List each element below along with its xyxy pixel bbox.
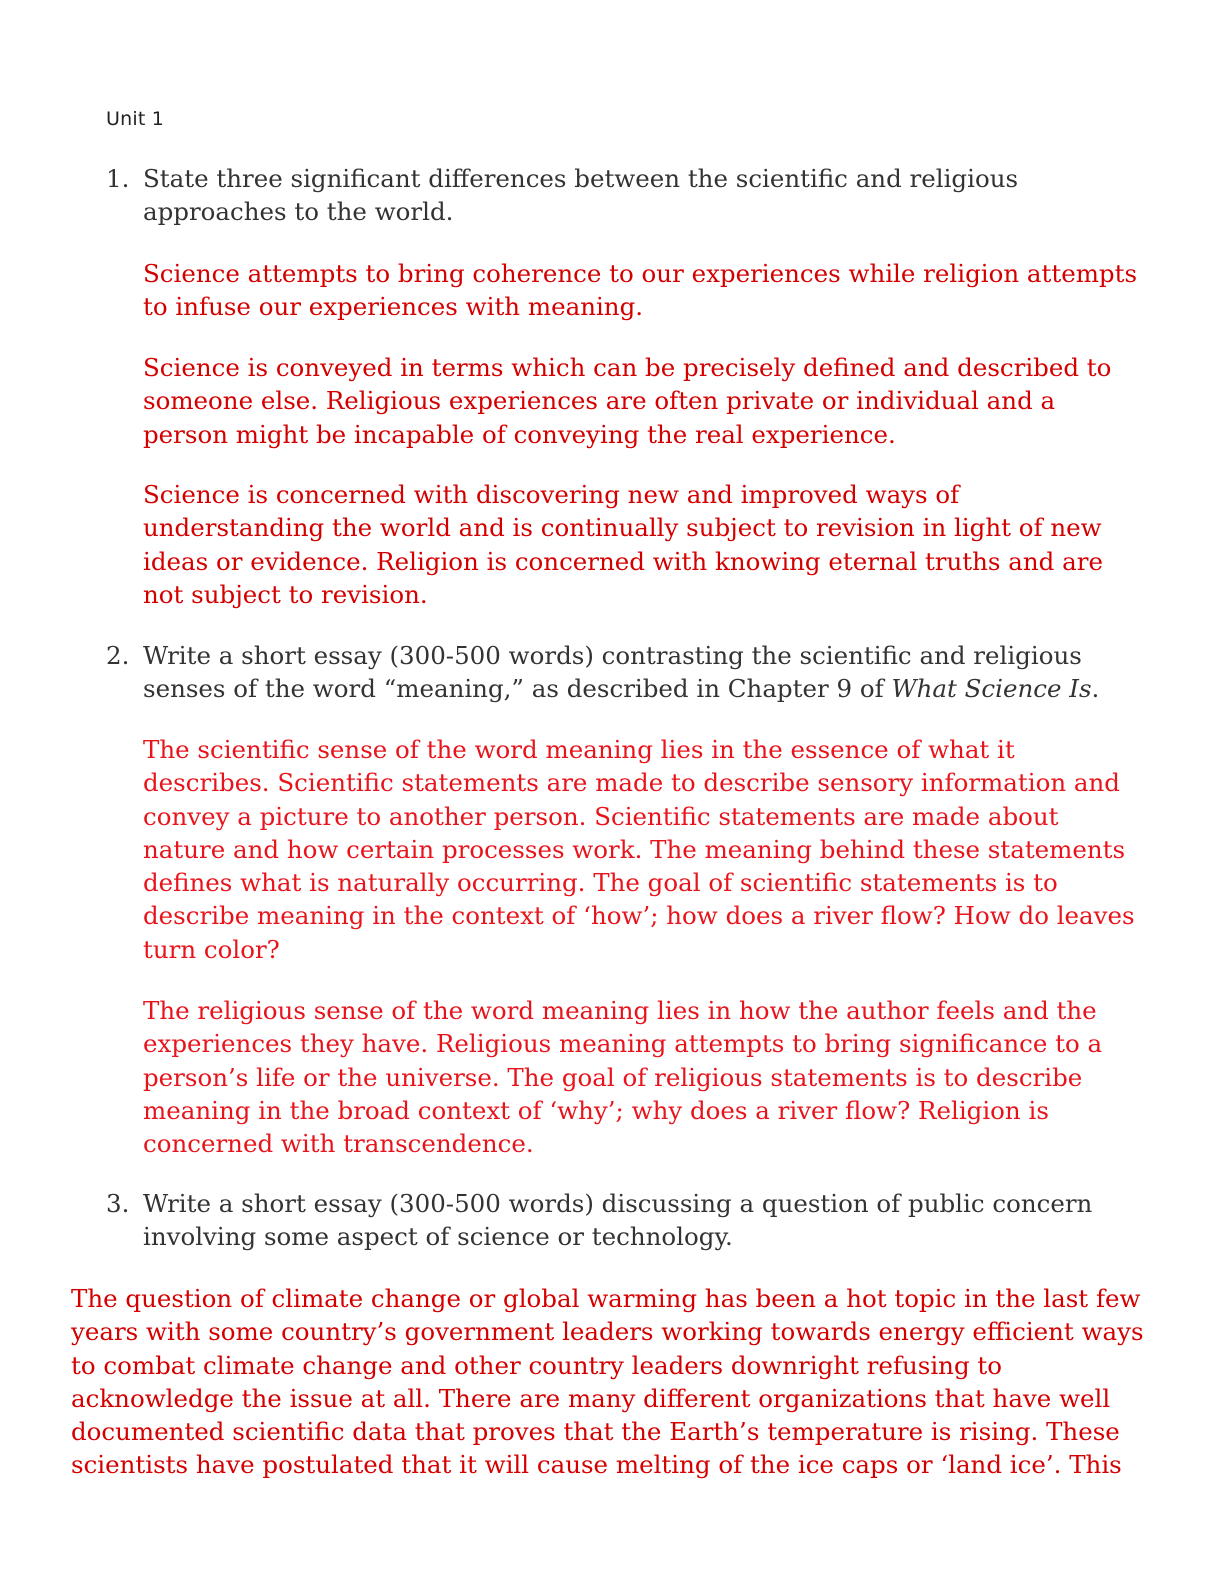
question-number: 2.	[106, 641, 130, 670]
question-text: Write a short essay (300-500 words) discussing a question of public concern involving some aspect of science or technology.	[143, 1189, 1093, 1252]
answer-paragraph: Science is concerned with discovering new and improved ways of understanding the world and is continually subject to revision in light of new ideas or evidence. Religion is concerned with knowing eternal truths and are not subject to revision.	[143, 480, 1103, 609]
question-text	[143, 639, 1143, 706]
question-number: 1.	[106, 164, 130, 193]
answer-paragraph: The scientific sense of the word meaning lies in the essence of what it describes. Scientific statements are made to describe sensory information and convey a picture to another person. Scientific statements are made about nature and how certain processes work. The meaning behind these statements defines what is naturally occurring. The goal of scientific statements is to describe meaning in the context of ‘how’; how does a river flow? How do leaves turn color?	[143, 735, 1135, 964]
question-text: State three significant differences between the scientific and religious approaches to the world.	[143, 164, 1019, 227]
unit-title: Unit 1	[106, 108, 165, 130]
question-number: 3.	[106, 1189, 130, 1218]
answer-paragraph: Science attempts to bring coherence to our experiences while religion attempts to infuse our experiences with meaning.	[143, 259, 1138, 322]
essay-paragraph: The question of climate change or global warming has been a hot topic in the last few years with some country’s government leaders working towards energy efficient ways to combat climate change and other country leaders downright refusing to acknowledge the issue at all. There are many different organizations that have well documented scientific data that proves that the Earth’s temperature is rising. These scientists have postulated that it will cause melting of the ice caps or ‘land ice’. This	[71, 1284, 1144, 1480]
answer-paragraph: The religious sense of the word meaning lies in how the author feels and the experiences they have. Religious meaning attempts to bring significance to a person’s life or the universe. The goal of religious statements is to describe meaning in the broad context of ‘why’; why does a river flow? Religion is concerned with transcendence.	[143, 996, 1103, 1159]
question-text-main: Write a short essay (300-500 words) contrasting the scientific and religious senses of the word “meaning,” as described in Chapter 9 of	[143, 641, 1082, 704]
answer-paragraph: Science is conveyed in terms which can be precisely defined and described to someone else. Religious experiences are often private or individual and a person might be incapable of conveying the real experience.	[143, 353, 1112, 449]
book-title: What Science Is	[891, 674, 1092, 704]
question-text-end: .	[1091, 674, 1100, 704]
